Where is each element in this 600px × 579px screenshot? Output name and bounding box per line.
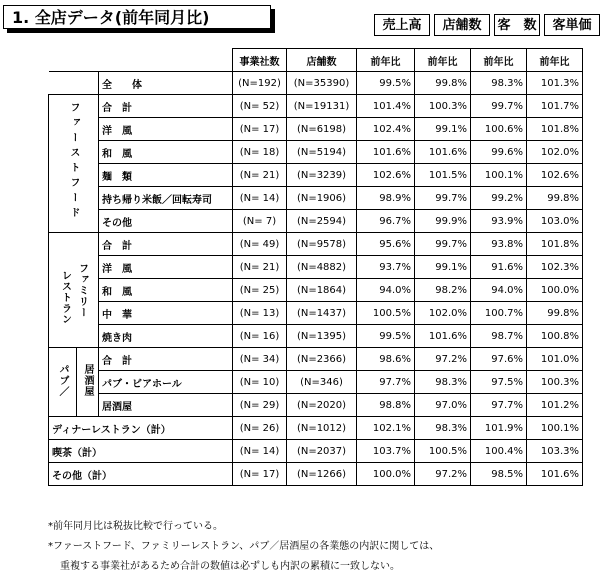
row-v3: 98.7%: [471, 325, 527, 348]
row-v3: 94.0%: [471, 279, 527, 302]
fastfood-row: [49, 164, 583, 187]
row-label: 麺 類: [99, 164, 233, 187]
row-companies: (N= 18): [233, 141, 287, 164]
fastfood-row: [49, 118, 583, 141]
row-v2: 101.5%: [415, 164, 471, 187]
row-stores: (N=9578): [287, 233, 357, 256]
total-v3: 98.3%: [471, 72, 527, 95]
row-v4: 103.3%: [527, 440, 583, 463]
row-v1: 95.6%: [357, 233, 415, 256]
row-companies: (N= 26): [233, 417, 287, 440]
row-stores: (N=346): [287, 371, 357, 394]
family-row: [49, 325, 583, 348]
row-v4: 102.3%: [527, 256, 583, 279]
row-companies: (N= 14): [233, 187, 287, 210]
row-v4: 101.2%: [527, 394, 583, 417]
header-c3: 前年比: [471, 49, 527, 72]
row-companies: (N= 7): [233, 210, 287, 233]
row-companies: (N= 21): [233, 164, 287, 187]
row-stores: (N=1012): [287, 417, 357, 440]
row-v2: 99.1%: [415, 118, 471, 141]
group-fastfood-label: ファーストフード: [68, 102, 79, 222]
row-stores: (N=1864): [287, 279, 357, 302]
row-v3: 91.6%: [471, 256, 527, 279]
row-v1: 101.6%: [357, 141, 415, 164]
row-v1: 102.1%: [357, 417, 415, 440]
family-row: [49, 233, 583, 256]
total-v2: 99.8%: [415, 72, 471, 95]
footnote-2: *ファーストフード、ファミリーレストラン、パブ／居酒屋の各業態の内訳に関しては、: [48, 541, 440, 552]
row-v1: 98.8%: [357, 394, 415, 417]
row-label: 持ち帰り米飯／回転寿司: [99, 187, 233, 210]
row-v3: 100.4%: [471, 440, 527, 463]
footnote-1: *前年同月比は税抜比較で行っている。: [48, 521, 223, 532]
row-stores: (N=1266): [287, 463, 357, 486]
group-family: [49, 233, 99, 348]
total-stores: (N=35390): [287, 72, 357, 95]
row-companies: (N= 16): [233, 325, 287, 348]
row-stores: (N=2594): [287, 210, 357, 233]
row-v2: 99.7%: [415, 187, 471, 210]
row-v1: 97.7%: [357, 371, 415, 394]
row-companies: (N= 21): [233, 256, 287, 279]
group-pub: [49, 348, 77, 417]
row-v3: 100.7%: [471, 302, 527, 325]
footnote-3: 重複する事業社があるため合計の数値は必ずしも内訳の累積に一致しない。: [60, 561, 400, 572]
family-row: [49, 279, 583, 302]
row-v1: 99.5%: [357, 325, 415, 348]
row-v3: 93.8%: [471, 233, 527, 256]
store-data-table: [48, 48, 583, 486]
row-stores: (N=1437): [287, 302, 357, 325]
row-companies: (N= 52): [233, 95, 287, 118]
row-v2: 97.0%: [415, 394, 471, 417]
row-companies: (N= 25): [233, 279, 287, 302]
row-companies: (N= 29): [233, 394, 287, 417]
row-label: 洋 風: [99, 118, 233, 141]
header-stores: 店舗数: [287, 49, 357, 72]
row-stores: (N=1906): [287, 187, 357, 210]
page-title: 1. 全店データ(前年同月比): [3, 5, 271, 29]
row-v1: 96.7%: [357, 210, 415, 233]
total-blank: [49, 72, 99, 95]
header-companies: 事業社数: [233, 49, 287, 72]
row-v4: 103.0%: [527, 210, 583, 233]
row-v2: 98.3%: [415, 417, 471, 440]
row-v2: 101.6%: [415, 141, 471, 164]
group-fastfood: [49, 95, 99, 233]
legend-customers: 客 数: [494, 14, 540, 36]
row-label: パブ・ビアホール: [99, 371, 233, 394]
row-v1: 98.9%: [357, 187, 415, 210]
pub-row: [49, 348, 583, 371]
row-v3: 99.6%: [471, 141, 527, 164]
row-v2: 100.3%: [415, 95, 471, 118]
fastfood-row: [49, 141, 583, 164]
group-pub-sub: [77, 348, 99, 417]
row-companies: (N= 34): [233, 348, 287, 371]
row-label: 合 計: [99, 95, 233, 118]
group-pub-label-b: 居酒屋: [82, 364, 93, 397]
row-v4: 99.8%: [527, 302, 583, 325]
row-label: 合 計: [99, 348, 233, 371]
legend-unit-price: 客単価: [544, 14, 600, 36]
total-v4: 101.3%: [527, 72, 583, 95]
row-v4: 101.6%: [527, 463, 583, 486]
fastfood-row: [49, 210, 583, 233]
pub-row: [49, 371, 583, 394]
header-row: [49, 49, 583, 72]
row-v3: 99.2%: [471, 187, 527, 210]
row-v1: 93.7%: [357, 256, 415, 279]
total-v1: 99.5%: [357, 72, 415, 95]
row-v2: 98.3%: [415, 371, 471, 394]
row-v2: 98.2%: [415, 279, 471, 302]
column-legend: [374, 14, 600, 36]
row-label: その他: [99, 210, 233, 233]
row-v1: 94.0%: [357, 279, 415, 302]
row-stores: (N=2037): [287, 440, 357, 463]
row-stores: (N=3239): [287, 164, 357, 187]
row-v2: 99.1%: [415, 256, 471, 279]
row-companies: (N= 17): [233, 118, 287, 141]
row-companies: (N= 17): [233, 463, 287, 486]
row-v3: 97.5%: [471, 371, 527, 394]
row-companies: (N= 49): [233, 233, 287, 256]
row-v3: 97.6%: [471, 348, 527, 371]
row-v2: 99.9%: [415, 210, 471, 233]
row-label: 喫茶（計）: [49, 440, 233, 463]
other-row: [49, 463, 583, 486]
row-label: その他（計）: [49, 463, 233, 486]
row-v4: 100.8%: [527, 325, 583, 348]
row-v2: 101.6%: [415, 325, 471, 348]
row-v3: 93.9%: [471, 210, 527, 233]
row-label: 焼き肉: [99, 325, 233, 348]
row-v4: 102.0%: [527, 141, 583, 164]
other-row: [49, 417, 583, 440]
fastfood-row: [49, 95, 583, 118]
row-v1: 102.6%: [357, 164, 415, 187]
row-stores: (N=6198): [287, 118, 357, 141]
total-row: [49, 72, 583, 95]
row-v1: 100.0%: [357, 463, 415, 486]
group-family-label-a: ファミリー: [76, 262, 88, 318]
row-v3: 101.9%: [471, 417, 527, 440]
header-blank: [49, 49, 233, 72]
row-companies: (N= 10): [233, 371, 287, 394]
row-v1: 98.6%: [357, 348, 415, 371]
row-v4: 101.8%: [527, 118, 583, 141]
group-pub-label-a: パブ／: [57, 364, 68, 397]
row-v3: 97.7%: [471, 394, 527, 417]
group-family-label-b: レストラン: [59, 269, 71, 325]
row-stores: (N=2020): [287, 394, 357, 417]
footnotes: [48, 517, 439, 577]
row-label: 洋 風: [99, 256, 233, 279]
row-v4: 101.7%: [527, 95, 583, 118]
row-v4: 100.3%: [527, 371, 583, 394]
fastfood-row: [49, 187, 583, 210]
row-label: ディナーレストラン（計）: [49, 417, 233, 440]
row-v2: 100.5%: [415, 440, 471, 463]
family-row: [49, 302, 583, 325]
row-v1: 103.7%: [357, 440, 415, 463]
family-row: [49, 256, 583, 279]
row-v4: 99.8%: [527, 187, 583, 210]
row-stores: (N=4882): [287, 256, 357, 279]
row-label: 合 計: [99, 233, 233, 256]
header-c1: 前年比: [357, 49, 415, 72]
row-companies: (N= 14): [233, 440, 287, 463]
legend-sales: 売上高: [374, 14, 430, 36]
row-stores: (N=5194): [287, 141, 357, 164]
row-companies: (N= 13): [233, 302, 287, 325]
row-v1: 100.5%: [357, 302, 415, 325]
row-stores: (N=19131): [287, 95, 357, 118]
total-label: 全 体: [99, 72, 233, 95]
row-v2: 97.2%: [415, 348, 471, 371]
pub-row: [49, 394, 583, 417]
row-v2: 102.0%: [415, 302, 471, 325]
row-label: 居酒屋: [99, 394, 233, 417]
row-v3: 98.5%: [471, 463, 527, 486]
header-c2: 前年比: [415, 49, 471, 72]
row-v3: 99.7%: [471, 95, 527, 118]
total-companies: (N=192): [233, 72, 287, 95]
row-v2: 97.2%: [415, 463, 471, 486]
row-v3: 100.6%: [471, 118, 527, 141]
other-row: [49, 440, 583, 463]
row-label: 中 華: [99, 302, 233, 325]
row-stores: (N=1395): [287, 325, 357, 348]
legend-stores: 店舗数: [434, 14, 490, 36]
row-v3: 100.1%: [471, 164, 527, 187]
row-v4: 100.1%: [527, 417, 583, 440]
row-v4: 100.0%: [527, 279, 583, 302]
row-v1: 101.4%: [357, 95, 415, 118]
row-label: 和 風: [99, 141, 233, 164]
row-v4: 102.6%: [527, 164, 583, 187]
row-v4: 101.8%: [527, 233, 583, 256]
row-label: 和 風: [99, 279, 233, 302]
row-v4: 101.0%: [527, 348, 583, 371]
row-v2: 99.7%: [415, 233, 471, 256]
header-c4: 前年比: [527, 49, 583, 72]
row-v1: 102.4%: [357, 118, 415, 141]
row-stores: (N=2366): [287, 348, 357, 371]
